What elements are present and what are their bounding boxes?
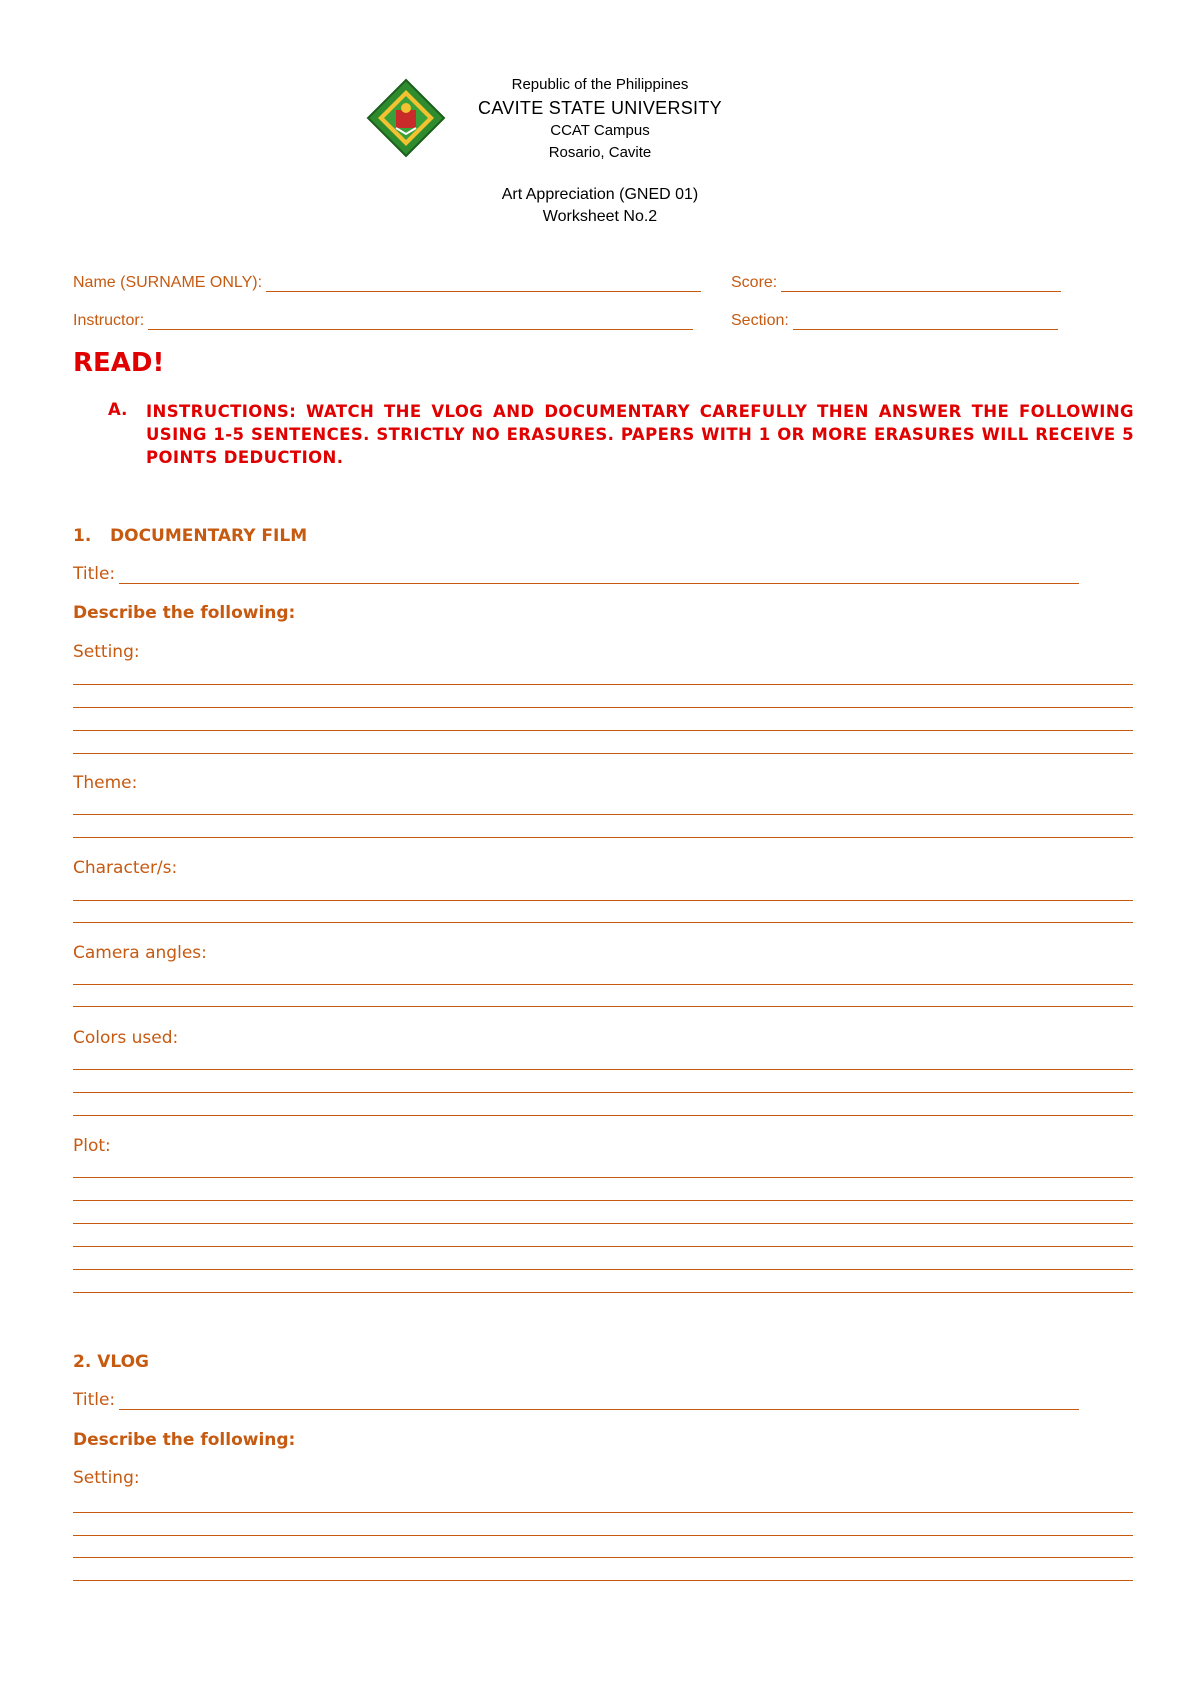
section1-title-field[interactable] — [73, 564, 1079, 584]
answer-line[interactable] — [73, 1115, 1133, 1116]
answer-line[interactable] — [73, 984, 1133, 985]
instructor-field[interactable] — [73, 312, 693, 330]
name-label: Name (SURNAME ONLY): — [73, 274, 263, 291]
answer-line[interactable] — [73, 1246, 1133, 1247]
instruction-letter: A. — [108, 400, 128, 419]
section1-heading: DOCUMENTARY FILM — [110, 526, 308, 546]
score-blank[interactable] — [781, 277, 1061, 292]
section2-title-field[interactable] — [73, 1390, 1079, 1410]
answer-line[interactable] — [73, 922, 1133, 923]
course-title: Art Appreciation (GNED 01) — [501, 186, 699, 203]
worksheet-title — [400, 184, 800, 228]
section1-theme-label: Theme: — [73, 773, 138, 793]
instructions-text: INSTRUCTIONS: WATCH THE VLOG AND DOCUMENTARY CAREFULLY THEN ANSWER THE FOLLOWING USING 1-5 SENTENCES. STRICTLY NO ERASURES. PAPERS WITH 1 OR MORE ERASURES WILL RECEIVE 5 POINTS DEDUCTION. — [146, 402, 1134, 467]
answer-line[interactable] — [73, 1006, 1133, 1007]
answer-line[interactable] — [73, 837, 1133, 838]
section1-describe: Describe the following: — [73, 603, 296, 623]
name-blank[interactable] — [266, 277, 701, 292]
section1-camera-label: Camera angles: — [73, 943, 207, 963]
section2-heading: 2. VLOG — [73, 1352, 149, 1372]
answer-line[interactable] — [73, 1177, 1133, 1178]
university-name: CAVITE STATE UNIVERSITY — [478, 98, 722, 118]
section2-setting-label: Setting: — [73, 1468, 140, 1488]
answer-line[interactable] — [73, 730, 1133, 731]
read-heading: READ! — [73, 348, 165, 378]
section-blank[interactable] — [793, 315, 1058, 330]
section2-title-blank[interactable] — [119, 1395, 1079, 1410]
answer-line[interactable] — [73, 1580, 1133, 1581]
header — [400, 74, 800, 164]
answer-line[interactable] — [73, 814, 1133, 815]
section1-setting-label: Setting: — [73, 642, 140, 662]
answer-line[interactable] — [73, 1512, 1133, 1513]
location-line: Rosario, Cavite — [548, 144, 652, 161]
section1-title-blank[interactable] — [119, 569, 1079, 584]
republic-line: Republic of the Philippines — [511, 76, 689, 93]
section1-plot-label: Plot: — [73, 1136, 111, 1156]
worksheet-number: Worksheet No.2 — [542, 208, 658, 225]
answer-line[interactable] — [73, 1092, 1133, 1093]
score-field[interactable] — [731, 274, 1061, 292]
section2-describe: Describe the following: — [73, 1430, 296, 1450]
section1-characters-label: Character/s: — [73, 858, 178, 878]
section1-colors-label: Colors used: — [73, 1028, 179, 1048]
instructor-label: Instructor: — [73, 312, 145, 329]
section-field[interactable] — [731, 312, 1058, 330]
answer-line[interactable] — [73, 1535, 1133, 1536]
answer-line[interactable] — [73, 1069, 1133, 1070]
answer-line[interactable] — [73, 900, 1133, 901]
section1-title-label: Title: — [73, 564, 116, 584]
answer-line[interactable] — [73, 1223, 1133, 1224]
answer-line[interactable] — [73, 1292, 1133, 1293]
answer-line[interactable] — [73, 1557, 1133, 1558]
instructor-blank[interactable] — [148, 315, 693, 330]
answer-line[interactable] — [73, 1200, 1133, 1201]
campus-line: CCAT Campus — [550, 122, 650, 139]
answer-line[interactable] — [73, 753, 1133, 754]
name-field[interactable] — [73, 274, 701, 292]
section1-number: 1. — [73, 526, 92, 546]
section-label: Section: — [731, 312, 789, 329]
score-label: Score: — [731, 274, 778, 291]
answer-line[interactable] — [73, 684, 1133, 685]
answer-line[interactable] — [73, 1269, 1133, 1270]
answer-line[interactable] — [73, 707, 1133, 708]
section2-title-label: Title: — [73, 1390, 116, 1410]
